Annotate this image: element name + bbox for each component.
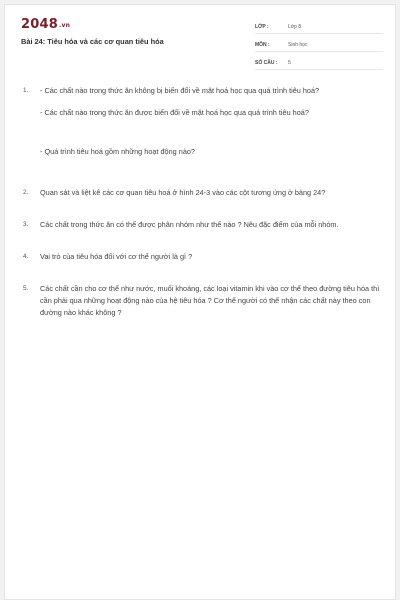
meta-value: 5 <box>288 59 291 66</box>
question-text: Vai trò của tiêu hóa đối với cơ thể người là gì ? <box>40 252 193 261</box>
question-text: - Quá trình tiêu hoá gồm những hoạt động nào? <box>40 147 195 156</box>
question-text: Quan sát và liệt kê các cơ quan tiêu hoá ở hình 24-3 vào các cột tương ứng ở bảng 24? <box>40 188 326 197</box>
question-body <box>40 219 381 231</box>
meta-label: MÔN : <box>255 41 270 48</box>
question-item <box>23 219 381 231</box>
meta-label: LỚP : <box>255 23 269 30</box>
question-number: 5. <box>23 285 29 292</box>
question-list <box>23 85 381 319</box>
meta-label: SỐ CÂU : <box>255 59 278 66</box>
question-text: Các chất cần cho cơ thể như nước, muối khoáng, các loại vitamin khi vào cơ thể theo đường tiêu hóa thì cần phải qua những hoạt động nào của hệ tiêu hóa ? Cơ thể người có thể nhận các chất này theo con đường nào khác không ? <box>40 284 380 317</box>
meta-row-question-count <box>255 56 383 70</box>
question-item <box>23 85 381 158</box>
question-number: 2. <box>23 189 29 196</box>
question-body <box>40 283 381 319</box>
meta-value: Lớp 8 <box>288 23 302 30</box>
document-title: Bài 24: Tiêu hóa và các cơ quan tiêu hóa <box>21 37 164 46</box>
meta-row-class <box>255 20 383 34</box>
document-page <box>4 4 396 600</box>
question-body <box>40 187 381 199</box>
question-number: 1. <box>23 87 29 94</box>
logo-text: 2048 <box>21 17 58 32</box>
question-body <box>40 251 381 263</box>
question-number: 3. <box>23 221 29 228</box>
question-text: Các chất trong thức ăn có thể được phân nhóm như thế nào ? Nêu đặc điểm của mỗi nhóm. <box>40 220 339 229</box>
question-text: - Các chất nào trong thức ăn không bị biến đổi về mặt hoá học qua quá trình tiêu hoá? <box>40 86 320 95</box>
meta-value: Sinh học <box>288 41 308 48</box>
meta-row-subject <box>255 38 383 52</box>
question-number: 4. <box>23 253 29 260</box>
question-item <box>23 187 381 199</box>
meta-info <box>255 20 383 74</box>
question-item <box>23 283 381 319</box>
logo-domain: .vn <box>58 22 71 29</box>
question-body <box>40 85 381 158</box>
site-logo[interactable] <box>21 17 70 32</box>
question-item <box>23 251 381 263</box>
question-text: - Các chất nào trong thức ăn được biến đổi về mặt hoá học qua quá trình tiêu hoá? <box>40 108 309 117</box>
